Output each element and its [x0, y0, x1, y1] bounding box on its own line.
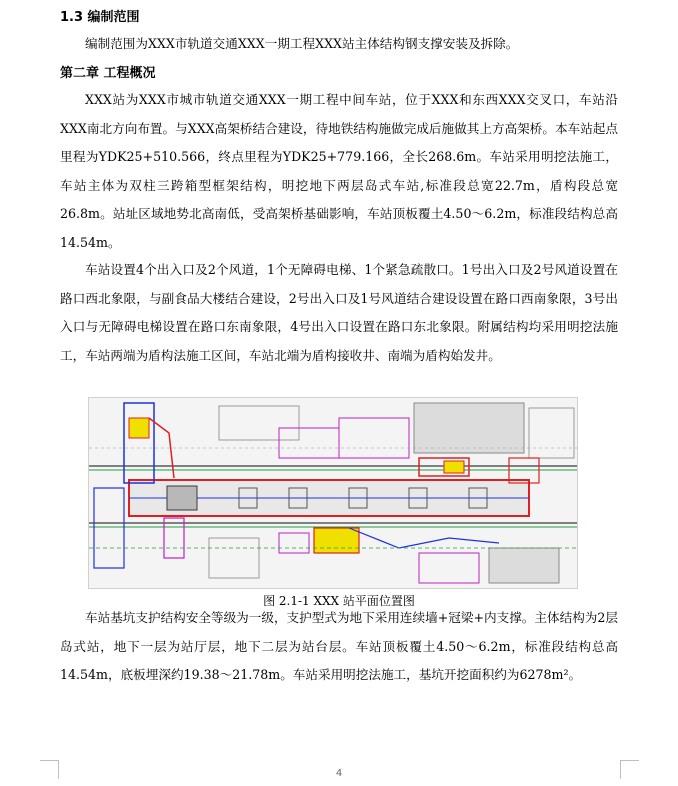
entrances-paragraph: 车站设置4个出入口及2个风道，1个无障碍电梯、1个紧急疏散口。1号出入口及2号风道设置在路口西北象限，与副食品大楼结合建设，2号出入口及1号风道结合建设设置在路口西南象限，3号出入口与无障碍电梯设置在路口东南象限，4号出入口设置在路口东北象限。附属结构均采用明挖法施工，车站两端为盾构法施工区间，车站北端为盾构接收井、南端为盾构始发井。 — [60, 262, 618, 363]
overview-paragraph: XXX站为XXX市城市轨道交通XXX一期工程中间车站，位于XXX和东西XXX交叉口，车站沿XXX南北方向布置。与XXX高架桥结合建设，待地铁结构施做完成后施做其上方高架桥。本车站起点里程为YDK25+510.566，终点里程为YDK25+779.166，全长268.6m。车站采用明挖法施工，车站主体为双柱三跨箱型框架结构，明挖地下两层岛式车站,标准段总宽22.7m，盾构段总宽26.8m。站址区域地势北高南低，受高架桥基础影响，车站顶板覆土4.50～6.2m，标准段结构总高14.54m。 — [60, 92, 618, 250]
figure-caption: 图 2.1-1 XXX 站平面位置图 — [263, 594, 415, 608]
support-paragraph: 车站基坑支护结构安全等级为一级，支护型式为地下采用连续墙+冠梁+内支撑。主体结构为2层岛式站，地下一层为站厅层，地下二层为站台层。车站顶板覆土4.50～6.2m，标准段结构总高14.54m，底板埋深约19.38～21.78m。车站采用明挖法施工，基坑开挖面积约为6278m²。 — [60, 610, 618, 683]
section-heading-1-3: 1.3 编制范围 — [60, 10, 140, 25]
page-number: 4 — [335, 768, 343, 779]
chapter-heading: 第二章 工程概况 — [60, 66, 156, 81]
station-plan-figure — [88, 397, 578, 589]
station-plan-drawing — [89, 398, 577, 588]
scope-paragraph: 编制范围为XXX市轨道交通XXX一期工程XXX站主体结构钢支撑安装及拆除。 — [85, 36, 519, 51]
